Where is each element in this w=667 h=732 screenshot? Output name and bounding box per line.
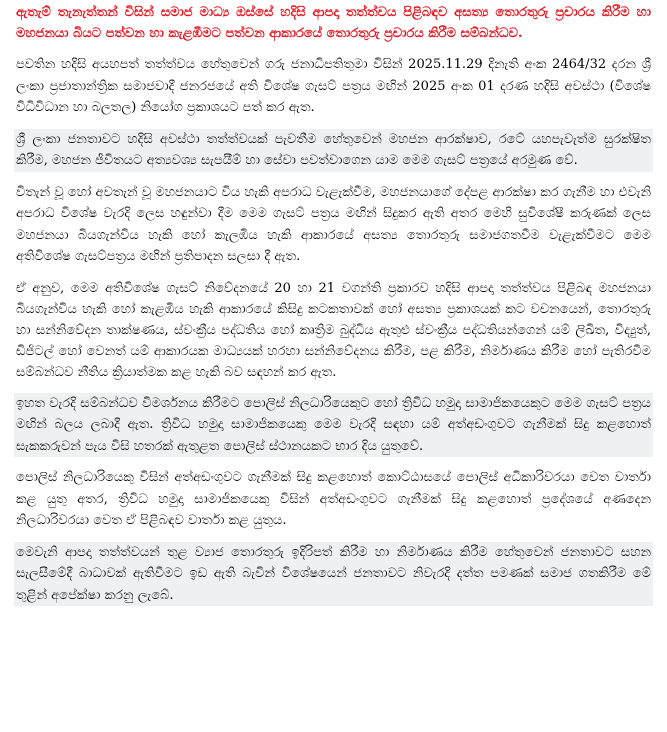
paragraph-false-information: විතැන් වූ හෝ අවතැන් වූ මහජනයාට විය හැකි අපරාධ වැළැක්වීම, මහජනයාගේ දේපළ ආරක්ෂා කර ගැනීම හා එවැනි අපරාධ විශේෂ වැරදි ලෙස හඳුන්වා දීම මෙම ගැසට් පත්‍රය මඟින් සිදුකර ඇති අතර මෙහි සුවිශේෂී කරුණක් ලෙස මහජනයා බියගැන්විය හැකි හෝ කැලඹිය හැකි ආකාරයේ අසත්‍ය තොරතුරු සමාජගතවීම වැළැක්වීමට මෙම අතිවිශේෂ ගැසට්පත්‍රය මඟින් ප්‍රතිපාදන සලසා දී ඇත. — [16, 184, 651, 264]
paragraph-gazette-purpose: ශ්‍රී ලංකා ජනතාවට හදිසි අවස්ථා තත්ත්වයක් පැවතීම හේතුවෙන් මහජන ආරක්ෂාව, රටේ යහපැවැත්ම සුරක්ෂිත කිරීම, මහජන ජීවිතයට අත්‍යවශ්‍ය සැපයීම් හා සේවා පවත්වාගෙන යාම මෙම ගැසට් පත්‍රයේ අරමුණ වේ. — [14, 129, 653, 172]
paragraph-conclusion: මෙවැනි ආපදා තත්ත්වයන් තුළ ව්‍යාජ තොරතුරු ඉදිරිපත් කිරීම හා නිර්මාණය කිරීම හේතුවෙන් ජනතාවට සහන සැලසීමේදී බාධාවක් ඇතිවීමට ඉඩ ඇති බැවින් විශේෂයෙන් ජනතාවට නිවැරදි දත්ත පමණක් සමාජ ගතකිරීම මේ තුළින් අපේක්ෂා කරනු ලැබේ. — [14, 542, 653, 607]
document-heading: ඇතැම් තැනැත්තන් විසින් සමාජ මාධ්‍ය ඔස්සේ හදිසි ආපදා තත්ත්වය පිළිබඳව අසත්‍ය තොරතුරු ප්‍රචාරය කිරීම හා මහජනයා බියට පත්වන හා කැළඹීමට පත්වන ආකාරයේ තොරතුරු ප්‍රචාරය කිරීම සම්බන්ධව. — [14, 2, 653, 44]
paragraph-investigation-powers: ඉහත වැරදි සම්බන්ධව විමර්ශනය කිරීමට පොලිස් නිලධාරියෙකුට හෝ ත්‍රිවිධ හමුදා සාමාජිකයෙකුට මෙම ගැසට් පත්‍රය මඟින් බලය ලබාදී ඇත. ත්‍රිවිධ හමුදා සාමාජිකයෙකු මෙම වැරදි සඳහා යම් අත්අඩංගුවට ගැනීමක් සිදු කළහොත් සැකකරුවන් පැය විසි හතරක් ඇතුළත පොලිස් ස්ථානයකට භාර දිය යුතුවේ. — [14, 393, 653, 458]
paragraph-gazette-declaration: පවතින හදිසි අයහපත් තත්ත්වය හේතුවෙන් ගරු ජනාධිපතිතුමා විසින් 2025.11.29 දිනැති අංක 2464/32 දරන ශ්‍රී ලංකා ප්‍රජාතාන්ත්‍රික සමාජවාදී ජනරජයේ අති විශේෂ ගැසට් පත්‍රය මඟින් 2025 අංක 01 දරණ හදිසි අවස්ථා (විශේෂ විධිවිධාන හා බලතල) නියෝග ප්‍රකාශයට පත් කර ඇත. — [16, 57, 651, 115]
paragraph-arrest-reporting: පොලිස් නිලධාරියෙකු විසින් අත්අඩංගුවට ගැනීමක් සිදු කළහොත් කොට්ඨාසයේ පොලිස් අධිකාරිවරයා වෙත වාර්තා කළ යුතු අතර, ත්‍රිවිධ හමුදා සාමාජිකයෙකු විසින් අත්අඩංගුවට ගැනීමක් සිදු කළහොත් ප්‍රදේශයේ අණදෙන නිලධාරිවරයා වෙත ඒ පිළිබඳව වාර්තා කළ යුතුය. — [16, 470, 651, 528]
paragraph-sections-20-21: ඒ අනුව, මෙම අතිවිශේෂ ගැසට් නිවේදනයේ 20 හා 21 වගන්ති ප්‍රකාරව හදිසි ආපදා තත්ත්වය පිළිබඳ මහජනයා බියගැන්විය හැකි හෝ කැළඹිය හැකි ආකාරයේ කිසිදු කටකතාවක් හෝ අසත්‍ය ප්‍රකාශයක් කට වචනයෙන්, තොරතුරු හා සන්නිවේදන තාක්ෂණය, ස්වංක්‍රීය පද්ධතිය හෝ කෘත්‍රිම බුද්ධිය ඇතුළු ස්වංක්‍රීය පද්ධතියන්ගෙන් යම් ලිඛිත, විද්‍යුත්, ඩිජිටල් හෝ වෙනත් යම් ආකාරයක මාධ්‍යයක් හරහා සන්නිවේදනය කිරීම, පළ කිරීම, නිර්මාණය කිරීම හෝ පැතිරවීම සම්බන්ධව නීතිය ක්‍රියාත්මක කළ හැකි බව සඳහන් කර ඇත. — [16, 280, 651, 380]
